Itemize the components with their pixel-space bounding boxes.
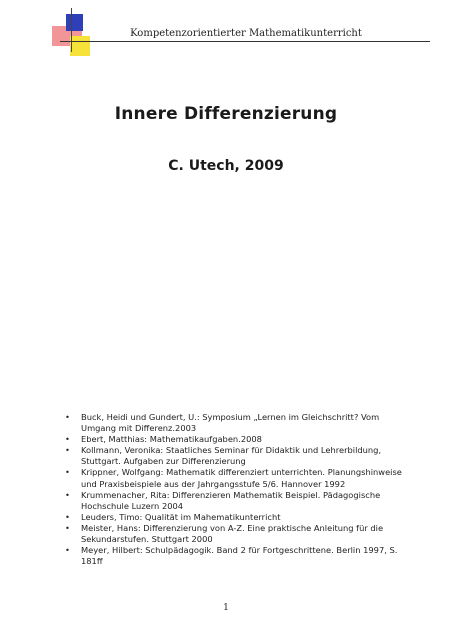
- reference-item: [62, 434, 402, 445]
- document-title: Innere Differenzierung: [114, 104, 338, 124]
- reference-item: [62, 467, 402, 489]
- bullet-icon: •: [65, 467, 70, 478]
- reference-text: Leuders, Timo: Qualität im Mahematikunterricht: [81, 511, 281, 522]
- document-subtitle: C. Utech, 2009: [168, 158, 284, 174]
- bullet-icon: •: [65, 412, 70, 422]
- reference-text: Kollmann, Veronika: Staatliches Seminar für Didaktik und Lehrerbildung, Stuttgart. Aufgaben zur Differenzierung: [81, 445, 382, 467]
- reference-item: [62, 545, 402, 567]
- logo-vertical-rule: [71, 8, 72, 52]
- running-header: Kompetenzorientierter Mathematikunterricht: [130, 28, 362, 39]
- bullet-icon: •: [65, 434, 70, 445]
- page-number: 1: [223, 603, 229, 613]
- bullet-icon: •: [65, 489, 70, 500]
- bullet-icon: •: [65, 445, 70, 456]
- reference-text: Meister, Hans: Differenzierung von A-Z. Eine praktische Anleitung für die Sekundarstufen. Stuttgart 2000: [81, 522, 384, 545]
- reference-item: [62, 490, 402, 512]
- bullet-icon: •: [65, 511, 70, 522]
- reference-text: Ebert, Matthias: Mathematikaufgaben.2008: [81, 434, 262, 445]
- reference-text: Krippner, Wolfgang: Mathematik differenziert unterrichten. Planungshinweise und Praxisbeispiele aus der Jahrgangsstufe 5/6. Hannover 1992: [81, 467, 402, 489]
- reference-item: [62, 512, 402, 523]
- logo-blue-square: [66, 14, 83, 31]
- reference-text: Buck, Heidi und Gundert, U.: Symposium „Lernen im Gleichschritt? Vom Umgang mit Differenz.2003: [81, 412, 380, 434]
- reference-item: [62, 412, 402, 434]
- reference-item: [62, 445, 402, 467]
- reference-text: Meyer, Hilbert: Schulpädagogik. Band 2 für Fortgeschrittene. Berlin 1997, S. 181ff: [81, 545, 398, 567]
- bullet-icon: •: [65, 545, 70, 556]
- logo-yellow-square: [70, 36, 90, 56]
- header-rule: [60, 41, 430, 42]
- reference-item: [62, 523, 402, 545]
- reference-list: [62, 412, 402, 567]
- reference-text: Krummenacher, Rita: Differenzieren Mathematik Beispiel. Pädagogische Hochschule Luzern 2004: [81, 489, 381, 511]
- bullet-icon: •: [65, 522, 70, 533]
